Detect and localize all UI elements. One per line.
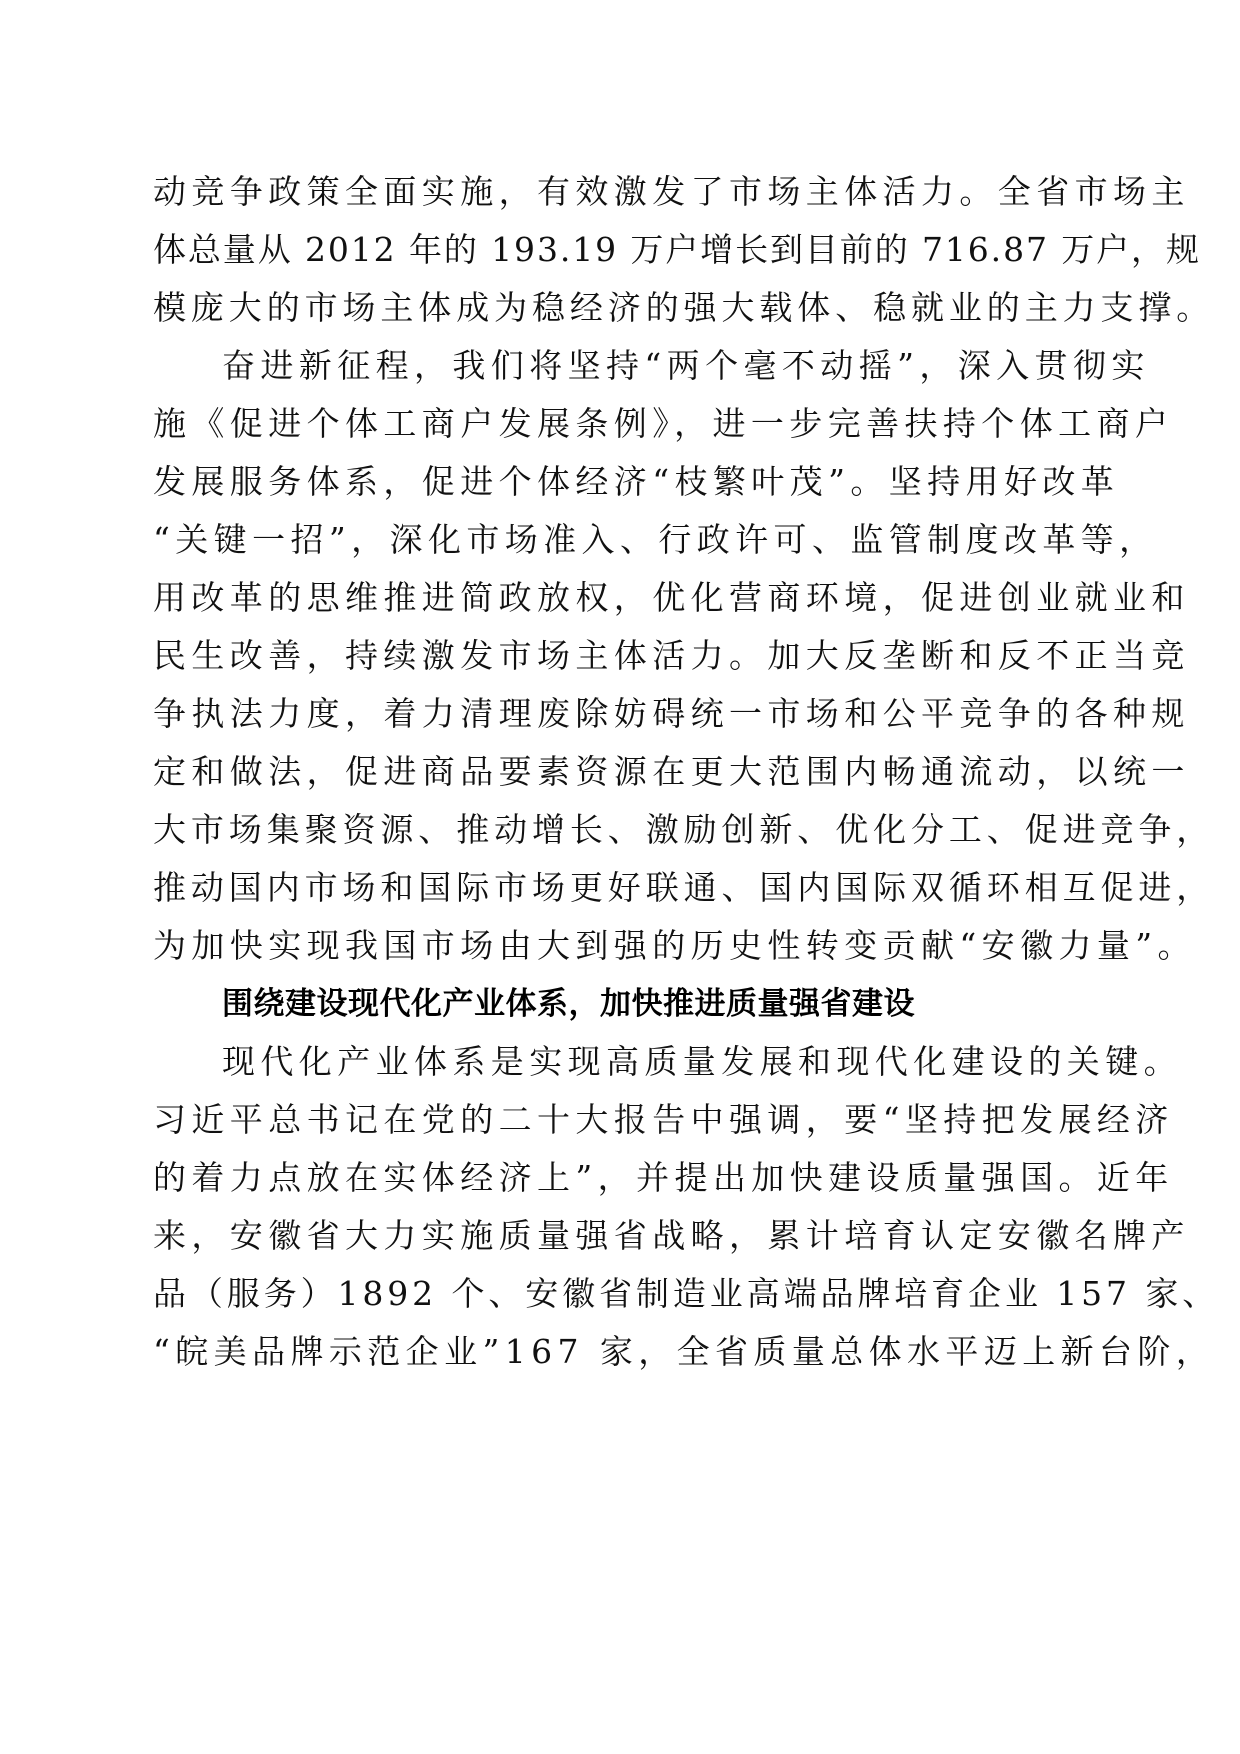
paragraph-2-line-4: “关键一招”，深化市场准入、行政许可、监管制度改革等，: [153, 520, 1158, 559]
paragraph-2-line-8: 定和做法，促进商品要素资源在更大范围内畅通流动，以统一: [153, 752, 1190, 791]
paragraph-2-line-2: 施《促进个体工商户发展条例》，进一步完善扶持个体工商户: [153, 404, 1174, 443]
paragraph-2-line-9: 大市场集聚资源、推动增长、激励创新、优化分工、促进竞争，: [153, 810, 1215, 849]
paragraph-3-line-3: 的着力点放在实体经济上”，并提出加快建设质量强国。近年: [153, 1158, 1174, 1197]
section-heading: 围绕建设现代化产业体系，加快推进质量强省建设: [222, 986, 915, 1022]
paragraph-3-line-5: 品（服务）1892 个、安徽省制造业高端品牌培育企业 157 家、: [153, 1274, 1220, 1313]
paragraph-1-line-3: 模庞大的市场主体成为稳经济的强大载体、稳就业的主力支撑。: [153, 288, 1215, 327]
paragraph-1-line-2: 体总量从 2012 年的 193.19 万户增长到目前的 716.87 万户，规: [153, 230, 1201, 269]
paragraph-2-line-5: 用改革的思维推进简政放权，优化营商环境，促进创业就业和: [153, 578, 1190, 617]
paragraph-1-line-1: 动竞争政策全面实施，有效激发了市场主体活力。全省市场主: [153, 172, 1190, 211]
paragraph-2-line-7: 争执法力度，着力清理废除妨碍统一市场和公平竞争的各种规: [153, 694, 1190, 733]
paragraph-2-line-1: 奋进新征程，我们将坚持“两个毫不动摇”，深入贯彻实: [222, 346, 1150, 385]
paragraph-2-line-3: 发展服务体系，促进个体经济“枝繁叶茂”。坚持用好改革: [153, 462, 1120, 501]
paragraph-2-line-11: 为加快实现我国市场由大到强的历史性转变贡献“安徽力量”。: [153, 926, 1196, 965]
paragraph-3-line-1: 现代化产业体系是实现高质量发展和现代化建设的关键。: [222, 1042, 1182, 1081]
paragraph-3-line-4: 来，安徽省大力实施质量强省战略，累计培育认定安徽名牌产: [153, 1216, 1190, 1255]
paragraph-2-line-10: 推动国内市场和国际市场更好联通、国内国际双循环相互促进，: [153, 868, 1215, 907]
paragraph-2-line-6: 民生改善，持续激发市场主体活力。加大反垄断和反不正当竞: [153, 636, 1190, 675]
paragraph-3-line-6: “皖美品牌示范企业”167 家，全省质量总体水平迈上新台阶，: [153, 1332, 1215, 1371]
paragraph-3-line-2: 习近平总书记在党的二十大报告中强调，要“坚持把发展经济: [153, 1100, 1174, 1139]
